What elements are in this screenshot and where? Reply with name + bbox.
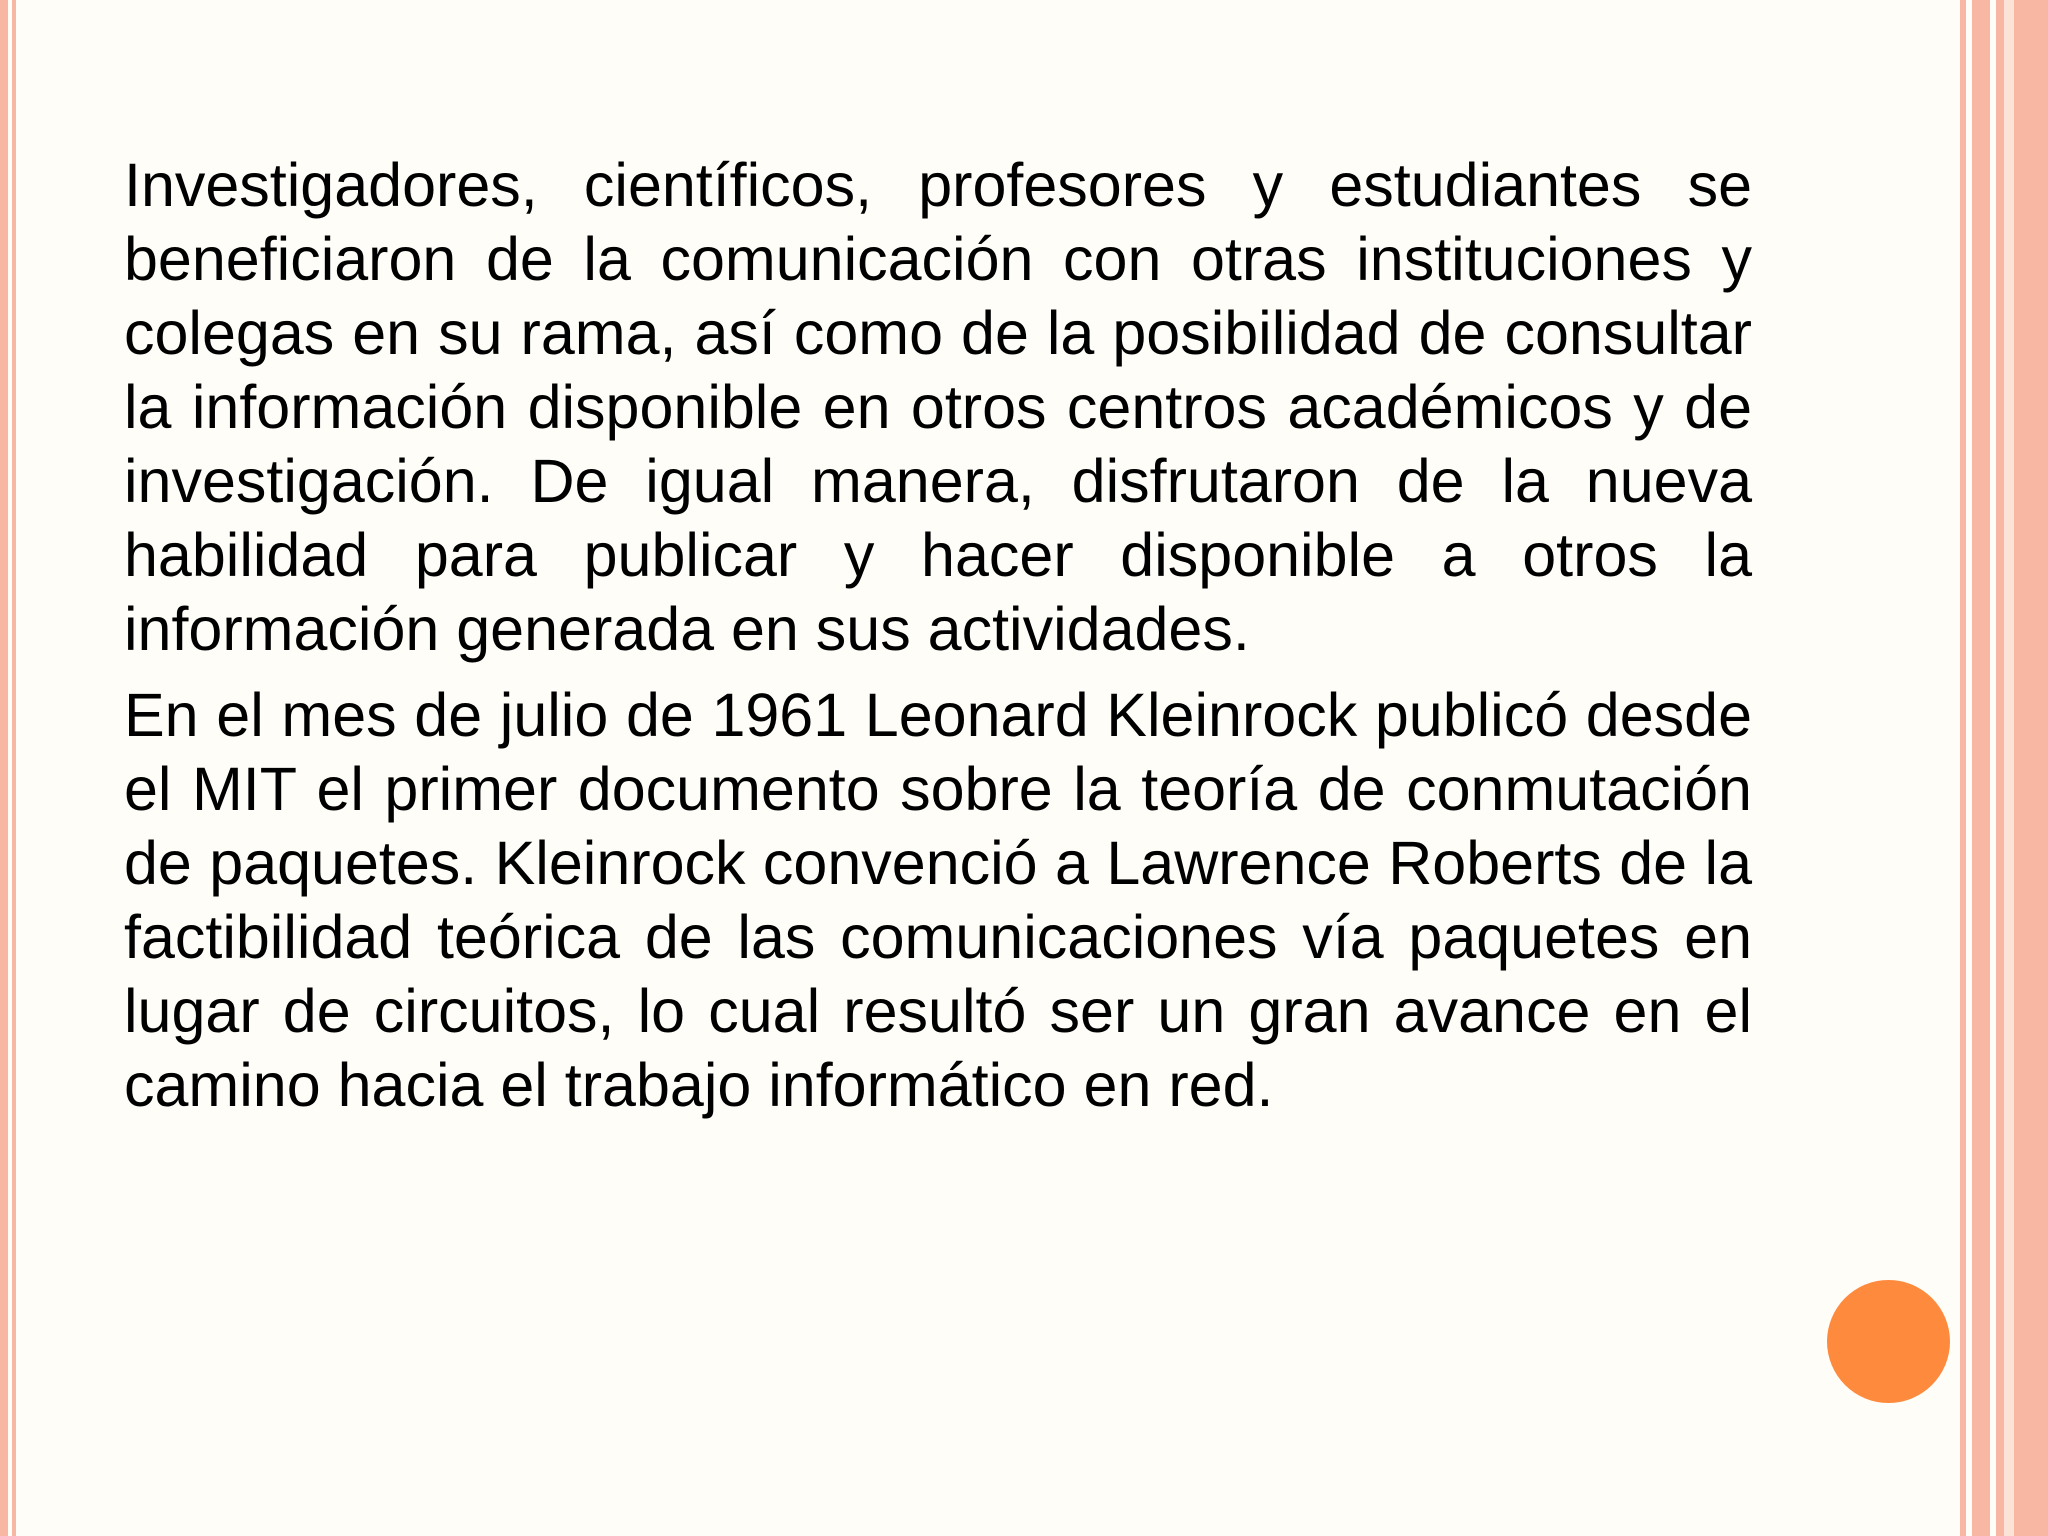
right-border-gap [2004, 0, 2014, 1536]
right-border-stripe [1972, 0, 1990, 1536]
left-border-stripe [0, 0, 8, 1536]
paragraph-researchers: Investigadores, científicos, profesores y estudiantes se beneficiaron de la comunicación con otras instituciones y colegas en su rama, así como de la posibilidad de consultar la información disponible en otros centros académicos y de investigación. De igual manera, disfrutaron de la nueva habilidad para publicar y hacer disponible a otros la información generada en sus actividades. [124, 151, 1752, 663]
slide-body [124, 148, 1752, 1134]
decorative-orange-circle [1827, 1280, 1950, 1403]
left-border-line [12, 0, 16, 1536]
right-border-line [1960, 0, 1966, 1536]
paragraph-kleinrock: En el mes de julio de 1961 Leonard Kleinrock publicó desde el MIT el primer documento sobre la teoría de conmutación de paquetes. Kleinrock convenció a Lawrence Roberts de la factibilidad teórica de las comunicaciones vía paquetes en lugar de circuitos, lo cual resultó ser un gran avance en el camino hacia el trabajo informático en red. [124, 681, 1752, 1119]
